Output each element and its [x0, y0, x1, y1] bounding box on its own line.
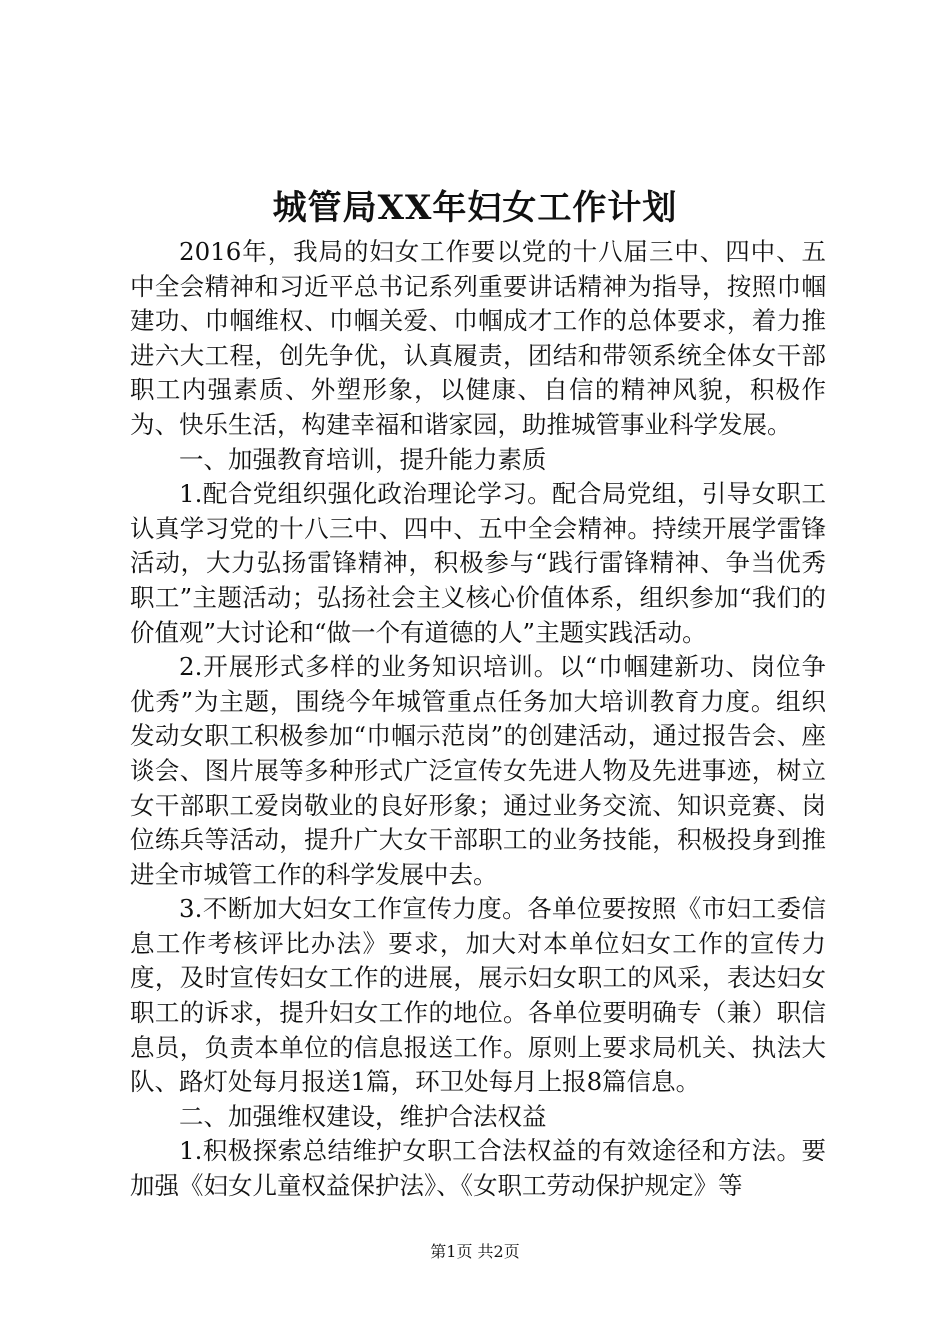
page-number-footer: 第1页 共2页	[430, 1242, 520, 1261]
paragraph-1-2: 2.开展形式多样的业务知识培训。以“巾帼建新功、岗位争优秀”为主题，围绕今年城管重点任务加大培训教育力度。组织发动女职工积极参加“巾帼示范岗”的创建活动，通过报告会、座谈会、图片展等多种形式广泛宣传女先进人物及先进事迹，树立女干部职工爱岗敬业的良好形象；通过业务交流、知识竞赛、岗位练兵等活动，提升广大女干部职工的业务技能，积极投身到推进全市城管工作的科学发展中去。	[130, 652, 826, 889]
document-title: 城管局XX年妇女工作计划	[272, 188, 678, 228]
section-heading-1: 一、加强教育培训，提升能力素质	[179, 444, 547, 474]
paragraph-2-1: 1.积极探索总结维护女职工合法权益的有效途径和方法。要加强《妇女儿童权益保护法》、《女职工劳动保护规定》等	[130, 1136, 826, 1201]
paragraph-1-3: 3.不断加大妇女工作宣传力度。各单位要按照《市妇工委信息工作考核评比办法》要求，加大对本单位妇女工作的宣传力度，及时宣传妇女工作的进展，展示妇女职工的风采，表达妇女职工的诉求，提升妇女工作的地位。各单位要明确专（兼）职信息员，负责本单位的信息报送工作。原则上要求局机关、执法大队、路灯处每月报送1篇，环卫处每月上报8篇信息。	[130, 894, 826, 1097]
document-body	[130, 235, 826, 1204]
paragraph-1-1: 1.配合党组织强化政治理论学习。配合局党组，引导女职工认真学习党的十八三中、四中、五中全会精神。持续开展学雷锋活动，大力弘扬雷锋精神，积极参与“践行雷锋精神、争当优秀职工”主题活动；弘扬社会主义核心价值体系，组织参加“我们的价值观”大讨论和“做一个有道德的人”主题实践活动。	[130, 479, 826, 647]
paragraph-intro: 2016年，我局的妇女工作要以党的十八届三中、四中、五中全会精神和习近平总书记系列重要讲话精神为指导，按照巾帼建功、巾帼维权、巾帼关爱、巾帼成才工作的总体要求，着力推进六大工程，创先争优，认真履责，团结和带领系统全体女干部职工内强素质、外塑形象，以健康、自信的精神风貌，积极作为、快乐生活，构建幸福和谐家园，助推城管事业科学发展。	[130, 237, 826, 439]
section-heading-2: 二、加强维权建设，维护合法权益	[179, 1101, 547, 1131]
